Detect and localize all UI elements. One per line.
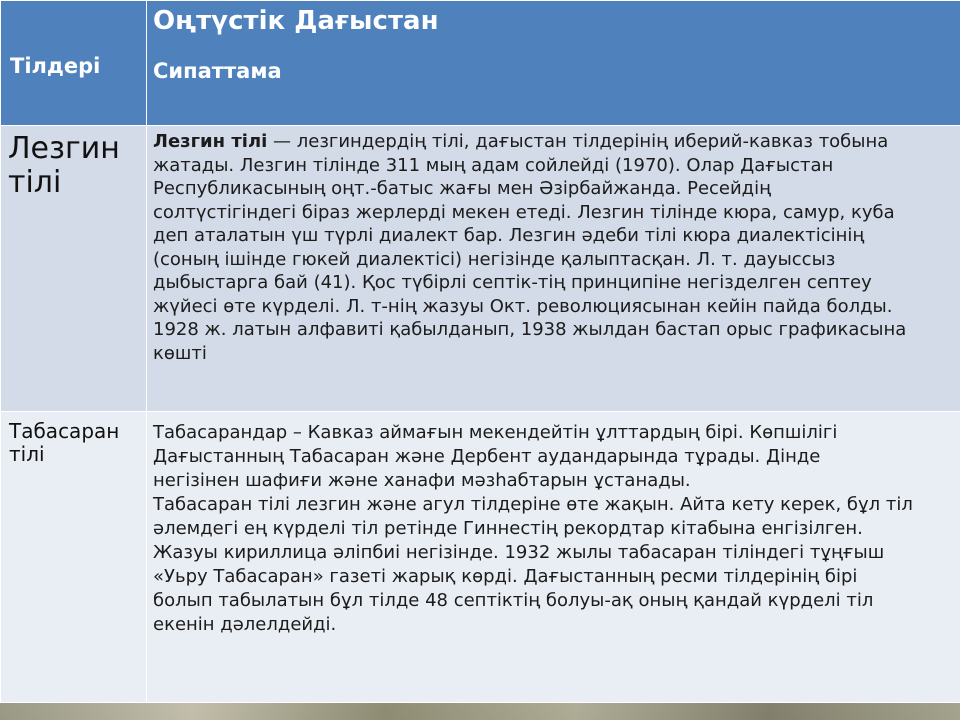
description-cell <box>147 412 960 703</box>
table-title: Оңтүстік Дағыстан <box>153 6 439 36</box>
header-language-label: Тілдері <box>10 54 101 78</box>
header-cell-language <box>1 1 147 126</box>
language-name: Табасаран тілі <box>9 419 120 466</box>
description-text: — лезгиндердің тілі, дағыстан тілдерінің иберий-кавказ тобына жатады. Лезгин тілінде 311 мың адам сойлейді (1970). Олар Дағыстан Республикасының оңт.-батыс жағы мен Әзірбайжанда. Ресейдің солтүстігіндегі біраз жерлерді мекен етеді. Лезгин тілінде кюра, самур, куба деп аталатын үш түрлі диалект бар. Лезгин әдеби тілі кюра диалектісінің (соның ішінде гюкей диалектісі) негізінде қалыптасқан. Л. т. дауыссыз дыбыстарга бай (41). Қос түбірлі септік-тің принципіне негізделген септеу жүйесі өте күрделі. Л. т-нің жазуы Окт. революциясынан кейін пайда болды. 1928 ж. латын алфавиті қабылданып, 1938 жылдан бастап орыс графикасына көшті <box>153 131 907 364</box>
language-cell <box>1 126 147 412</box>
language-description: Табасарандар – Кавказ аймағын мекендейтін ұлттардың бірі. Көпшілігі Дағыстанның Табасаран және Дербент аудандарында тұрады. Дінде негізінен шафиғи және ханафи мәзһабтарын ұстанады. Табасаран тілі лезгин және агул тілдеріне өте жақын. Айта кету керек, бұл тіл әлемдегі ең күрделі тіл ретінде Гиннестің рекордтар кітабына енгізілген. Жазуы кириллица әліпбиі негізінде. 1932 жылы табасаран тіліндегі тұңғыш «Уьру Табасаран» газеті жарық көрді. Дағыстанның ресми тілдерінің бірі болып табылатын бұл тілде 48 септіктің болуы-ақ оның қандай күрделі тіл екенін дәлелдейді. <box>153 422 913 635</box>
table-header-row <box>1 1 960 126</box>
header-cell-description <box>147 1 960 126</box>
header-description-label: Сипаттама <box>153 59 282 83</box>
language-description <box>147 126 960 365</box>
table-row <box>1 412 960 703</box>
language-cell <box>1 412 147 703</box>
table-row <box>1 126 960 412</box>
description-lead-term: Лезгин тілі <box>153 131 268 152</box>
description-cell <box>147 126 960 412</box>
language-name: Лезгин тілі <box>8 131 120 200</box>
